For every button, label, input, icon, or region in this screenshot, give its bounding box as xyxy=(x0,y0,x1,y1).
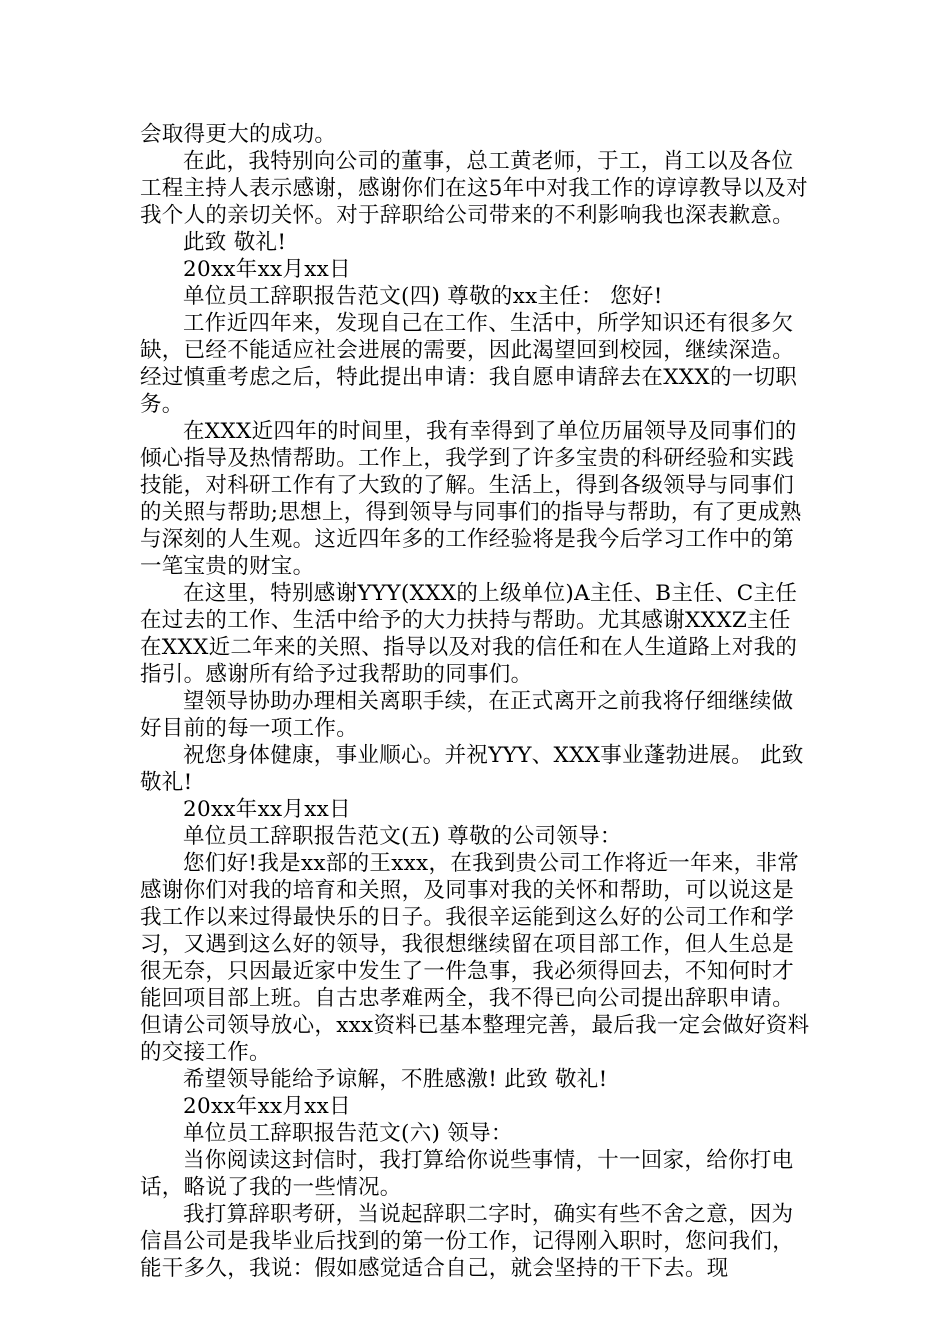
paragraph-8: 望领导协助办理相关离职手续，在正式离开之前我将仔细继续做好目前的每一项工作。 xyxy=(140,689,794,741)
paragraph-6: 在XXX近四年的时间里，我有幸得到了单位历届领导及同事们的倾心指导及热情帮助。工作上，我学到了许多宝贵的科研经验和实践技能，对科研工作有了大致的了解。生活上，得到各级领导与同事们的关照与帮助;思想上，得到领导与同事们的指导与帮助，有了更成熟与深刻的人生观。这近四年多的工作经验将是我今后学习工作中的第一笔宝贵的财宝。 xyxy=(140,419,802,579)
paragraph-2: 在此，我特别向公司的董事，总工黄老师，于工，肖工以及各位工程主持人表示感谢，感谢你们在这5年中对我工作的谆谆教导以及对我个人的亲切关怀。对于辞职给公司带来的不利影响我也深表歉意。 xyxy=(140,149,808,228)
section-heading-4: 单位员工辞职报告范文(四) 尊敬的xx主任： 您好! xyxy=(183,284,663,309)
date-line-1: 20xx年xx月xx日 xyxy=(183,257,351,282)
closing-salutation-1: 此致 敬礼! xyxy=(183,230,287,255)
section-heading-5: 单位员工辞职报告范文(五) 尊敬的公司领导： xyxy=(183,824,622,849)
date-line-3: 20xx年xx月xx日 xyxy=(183,1094,351,1119)
paragraph-12: 您们好!我是xx部的王xxx，在我到贵公司工作将近一年来，非常感谢你们对我的培育和关照，及同事对我的关怀和帮助，可以说这是我工作以来过得最快乐的日子。我很辛运能到这么好的公司工作和学习，又遇到这么好的领导，我很想继续留在项目部工作，但人生总是很无奈，只因最近家中发生了一件急事，我必须得回去，不知何时才能回项目部上班。自古忠孝难两全，我不得已向公司提出辞职申请。但请公司领导放心，xxx资料已基本整理完善，最后我一定会做好资料的交接工作。 xyxy=(140,851,810,1065)
paragraph-5: 工作近四年来，发现自己在工作、生活中，所学知识还有很多欠缺，已经不能适应社会进展的需要，因此渴望回到校园，继续深造。经过慎重考虑之后，特此提出申请：我自愿申请辞去在XXX的一切职务。 xyxy=(140,311,798,417)
paragraph-1: 会取得更大的成功。 xyxy=(140,122,337,147)
date-line-2: 20xx年xx月xx日 xyxy=(183,797,351,822)
section-heading-6: 单位员工辞职报告范文(六) 领导： xyxy=(183,1121,513,1146)
closing-salutation-2: 祝您身体健康，事业顺心。并祝YYY、XXX事业蓬勃进展。 此致 敬礼! xyxy=(140,743,804,795)
paragraph-7: 在这里，特别感谢YYY(XXX的上级单位)A主任、B主任、C主任在过去的工作、生活中给予的大力扶持与帮助。尤其感谢XXXZ主任在XXX近二年来的关照、指导以及对我的信任和在人生道路上对我的指引。感谢所有给予过我帮助的同事们。 xyxy=(140,581,798,687)
closing-salutation-3: 希望领导能给予谅解，不胜感激! 此致 敬礼! xyxy=(183,1067,608,1092)
paragraph-17: 我打算辞职考研，当说起辞职二字时，确实有些不舍之意，因为信昌公司是我毕业后找到的第一份工作，记得刚入职时，您问我们，能干多久，我说：假如感觉适合自己，就会坚持的干下去。现 xyxy=(140,1202,795,1281)
document-body xyxy=(140,121,810,1282)
paragraph-16: 当你阅读这封信时，我打算给你说些事情，十一回家，给你打电话，略说了我的一些情况。 xyxy=(140,1148,794,1200)
